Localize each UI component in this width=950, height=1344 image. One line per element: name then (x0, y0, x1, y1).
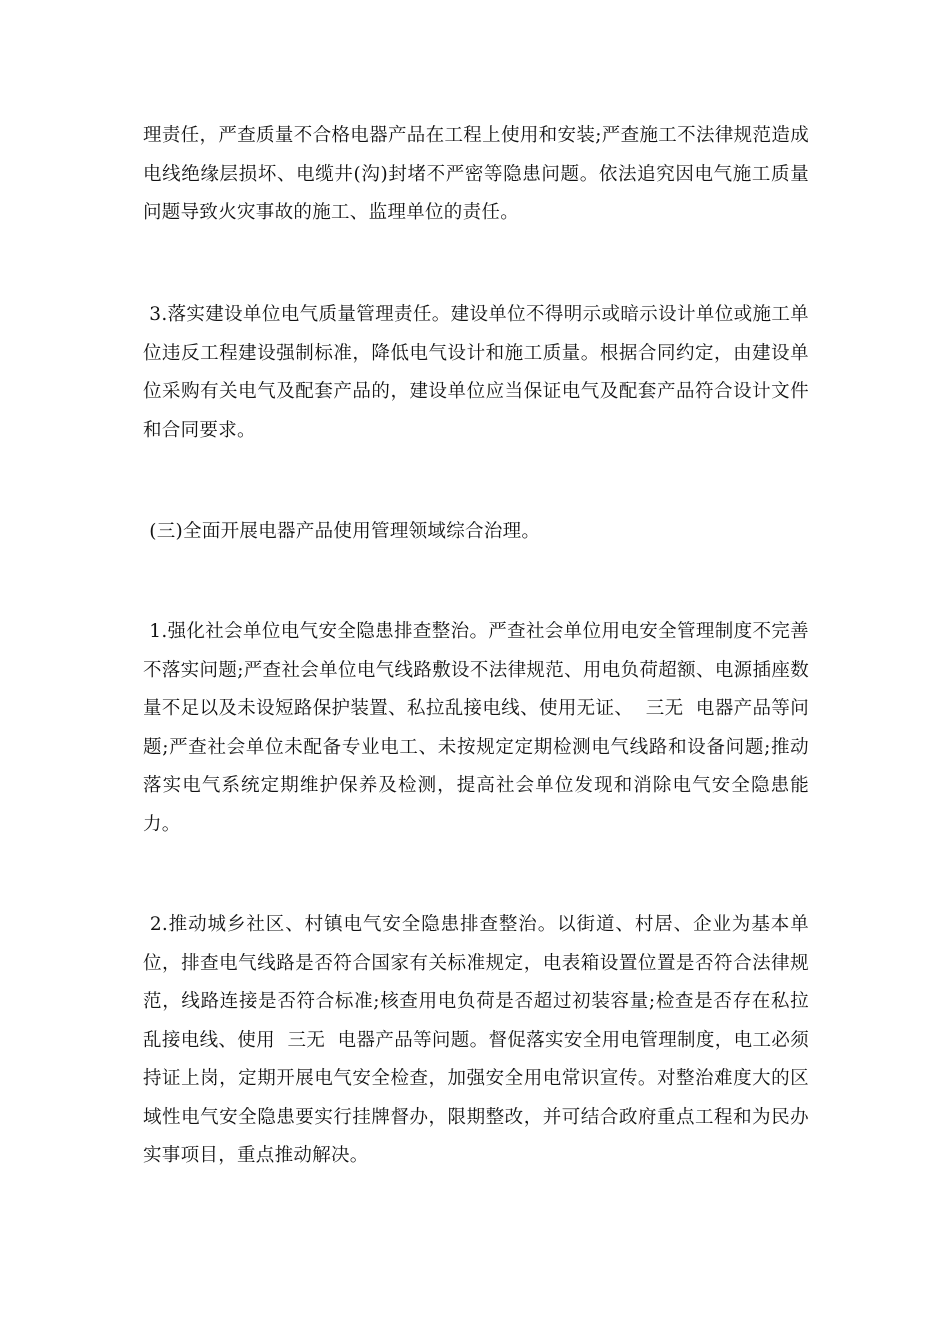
paragraph-item-1-social-units: 1.强化社会单位电气安全隐患排查整治。严查社会单位用电安全管理制度不完善不落实问题;严查社会单位电气线路敷设不法律规范、用电负荷超额、电源插座数量不足以及未设短路保护装置、私拉乱接电线、使用无证、 三无 电器产品等问题;严查社会单位未配备专业电工、未按规定定期检测电气线路和设备问题;推动落实电气系统定期维护保养及检测，提高社会单位发现和消除电气安全隐患能力。 (143, 621, 809, 835)
paragraph-item-2-communities: 2.推动城乡社区、村镇电气安全隐患排查整治。以街道、村居、企业为基本单位，排查电气线路是否符合国家有关标准规定，电表箱设置位置是否符合法律规范，线路连接是否符合标准;核查用电负荷是否超过初装容量;检查是否存在私拉乱接电线、使用 三无 电器产品等问题。督促落实安全用电管理制度，电工必须持证上岗，定期开展电气安全检查，加强安全用电常识宣传。对整治难度大的区域性电气安全隐患要实行挂牌督办，限期整改，并可结合政府重点工程和为民办实事项目，重点推动解决。 (143, 914, 809, 1166)
paragraph-item-3-construction-unit: 3.落实建设单位电气质量管理责任。建设单位不得明示或暗示设计单位或施工单位违反工程建设强制标准，降低电气设计和施工质量。根据合同约定，由建设单位采购有关电气及配套产品的，建设单位应当保证电气及配套产品符合设计文件和合同要求。 (143, 304, 809, 441)
section-heading-3: (三)全面开展电器产品使用管理领域综合治理。 (143, 521, 541, 542)
paragraph-responsibility-continuation: 理责任，严查质量不合格电器产品在工程上使用和安装;严查施工不法律规范造成电线绝缘层损坏、电缆井(沟)封堵不严密等隐患问题。依法追究因电气施工质量问题导致火灾事故的施工、监理单位的责任。 (143, 125, 809, 223)
